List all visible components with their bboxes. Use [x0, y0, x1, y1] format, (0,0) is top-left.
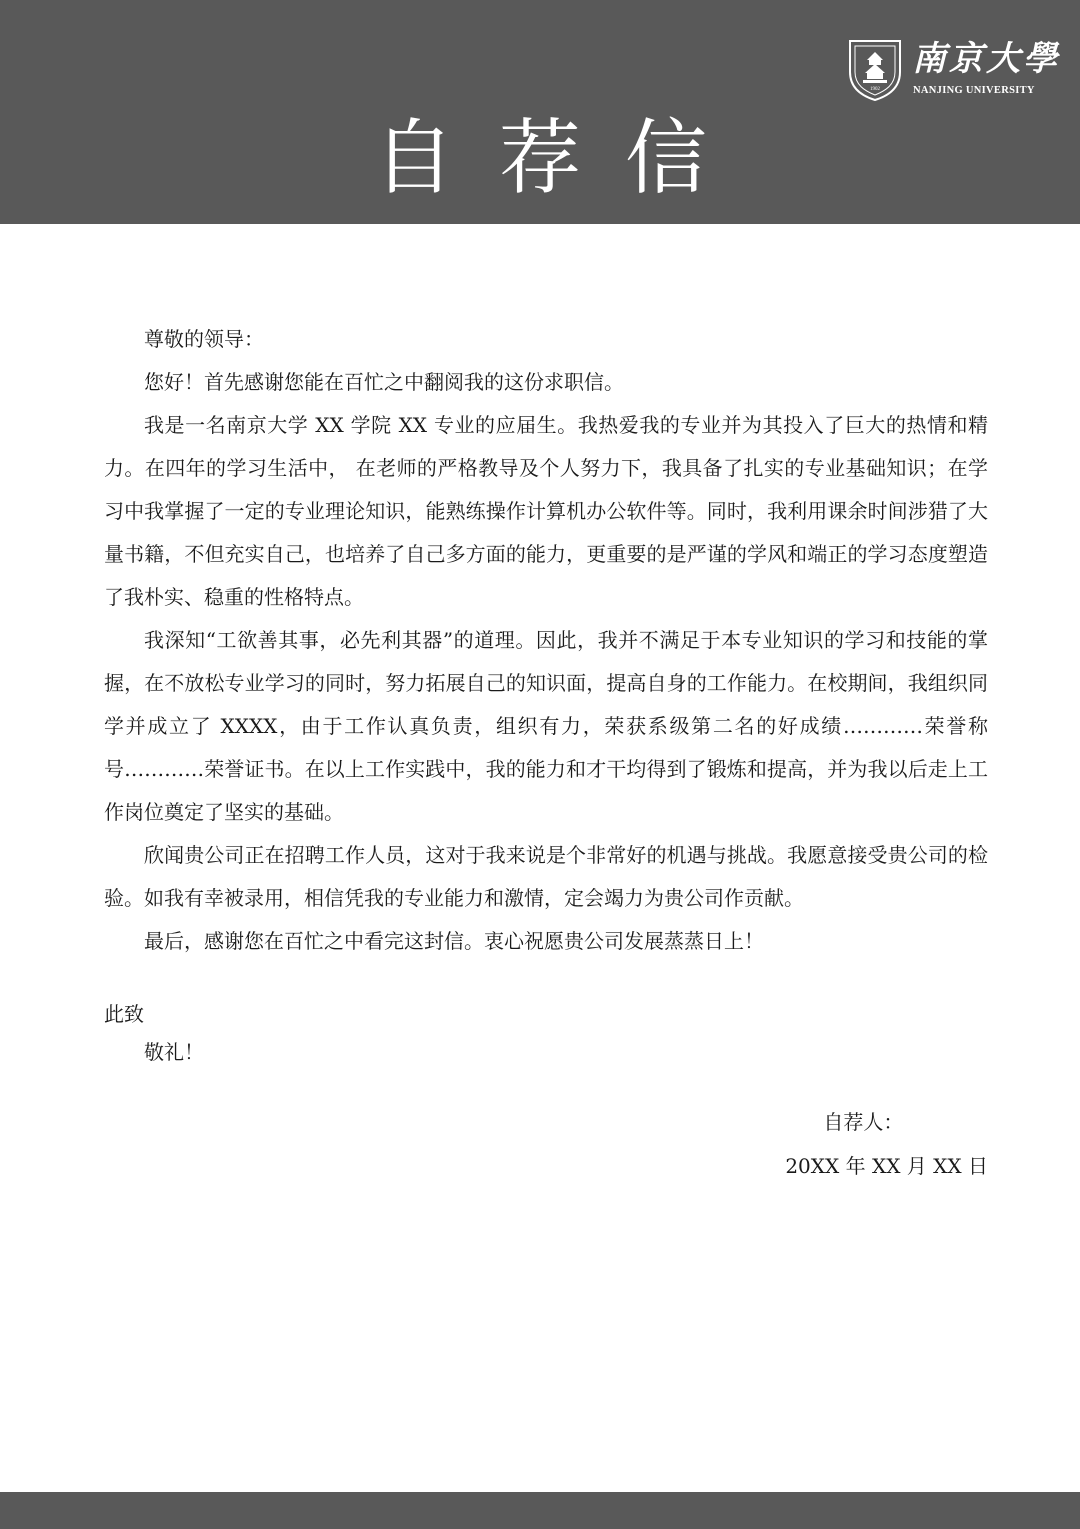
paragraph-greeting: 您好！首先感谢您能在百忙之中翻阅我的这份求职信。 [144, 370, 624, 394]
university-logo [846, 38, 1060, 104]
paragraph-introduction: 我是一名南京大学 XX 学院 XX 专业的应届生。我热爱我的专业并为其投入了巨大的热情和精力。在四年的学习生活中， 在老师的严格教导及个人努力下，我具备了扎实的专业基础知识；在学习中我掌握了一定的专业理论知识，能熟练操作计算机办公软件等。同时，我利用课余时间涉猎了大量书籍，不但充实自己，也培养了自己多方面的能力，更重要的是严谨的学风和端正的学习态度塑造了我朴实、稳重的性格特点。 [104, 413, 988, 609]
logo-chinese-name: 南京大學 [912, 39, 1060, 79]
nanjing-university-emblem-icon [846, 38, 904, 102]
regards-line: 敬礼！ [144, 1040, 204, 1064]
closing-line: 此致 [104, 1002, 144, 1026]
header-band [0, 0, 1080, 224]
salutation: 尊敬的领导： [144, 327, 264, 351]
letter-date: 20XX 年 XX 月 XX 日 [785, 1154, 988, 1178]
paragraph-motivation: 欣闻贵公司正在招聘工作人员，这对于我来说是个非常好的机遇与挑战。我愿意接受贵公司的检验。如我有幸被录用，相信凭我的专业能力和激情，定会竭力为贵公司作贡献。 [104, 843, 988, 910]
letter-body [104, 318, 988, 963]
signer-label: 自荐人： [823, 1110, 904, 1134]
paragraph-thanks: 最后，感谢您在百忙之中看完这封信。衷心祝愿贵公司发展蒸蒸日上！ [144, 929, 764, 953]
logo-english-name: NANJING UNIVERSITY [913, 85, 1035, 96]
paragraph-experience: 我深知“工欲善其事，必先利其器”的道理。因此，我并不满足于本专业知识的学习和技能的掌握，在不放松专业学习的同时，努力拓展自己的知识面，提高自身的工作能力。在校期间，我组织同学并成立了 XXXX，由于工作认真负责，组织有力，荣获系级第二名的好成绩…………荣誉称号…………荣誉证书。在以上工作实践中，我的能力和才干均得到了锻炼和提高，并为我以后走上工作岗位奠定了坚实的基础。 [104, 628, 988, 824]
page-title: 自荐信 [372, 111, 751, 206]
signature-block [785, 1100, 988, 1188]
letter-closing [104, 995, 204, 1071]
footer-band [0, 1492, 1080, 1529]
svg-text:1902: 1902 [870, 87, 880, 92]
